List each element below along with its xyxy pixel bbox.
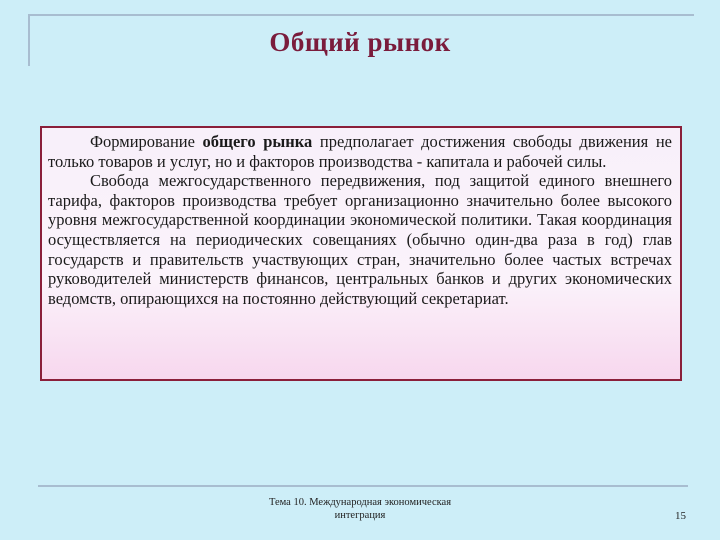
paragraph-1-end: предполагает достижения свободы движения не только товаров и услуг, но и факторов производства - капитала и рабочей силы.: [48, 132, 672, 171]
paragraph-coordination: Свобода межгосударственного передвижения, под защитой единого внешнего тарифа, факторов производства требует организационно значительно более высокого уровня межгосударственной координации экономической политики. Такая координация осуществляется на периодических совещаниях (обычно один-два раза в год) глав государств и правительств участвующих стран, значительно более частых встречах руководителей министерств финансов, центральных банков и других экономических ведомств, опирающихся на постоянно действующий секретариат.: [48, 171, 672, 308]
content-box: [40, 126, 682, 381]
paragraph-1-emphasis: общего рынка: [202, 132, 313, 151]
footer-divider: [38, 485, 688, 487]
slide-title: Общий рынок: [269, 27, 451, 57]
paragraph-1-start: Формирование: [90, 132, 203, 151]
footer-topic-line-1: Тема 10. Международная экономическая: [268, 497, 452, 508]
paragraph-common-market: [48, 132, 672, 171]
footer-topic-line-2: интеграция: [334, 510, 386, 521]
footer-topic: [248, 496, 472, 522]
page-number: 15: [675, 510, 686, 522]
top-divider: [30, 14, 694, 16]
